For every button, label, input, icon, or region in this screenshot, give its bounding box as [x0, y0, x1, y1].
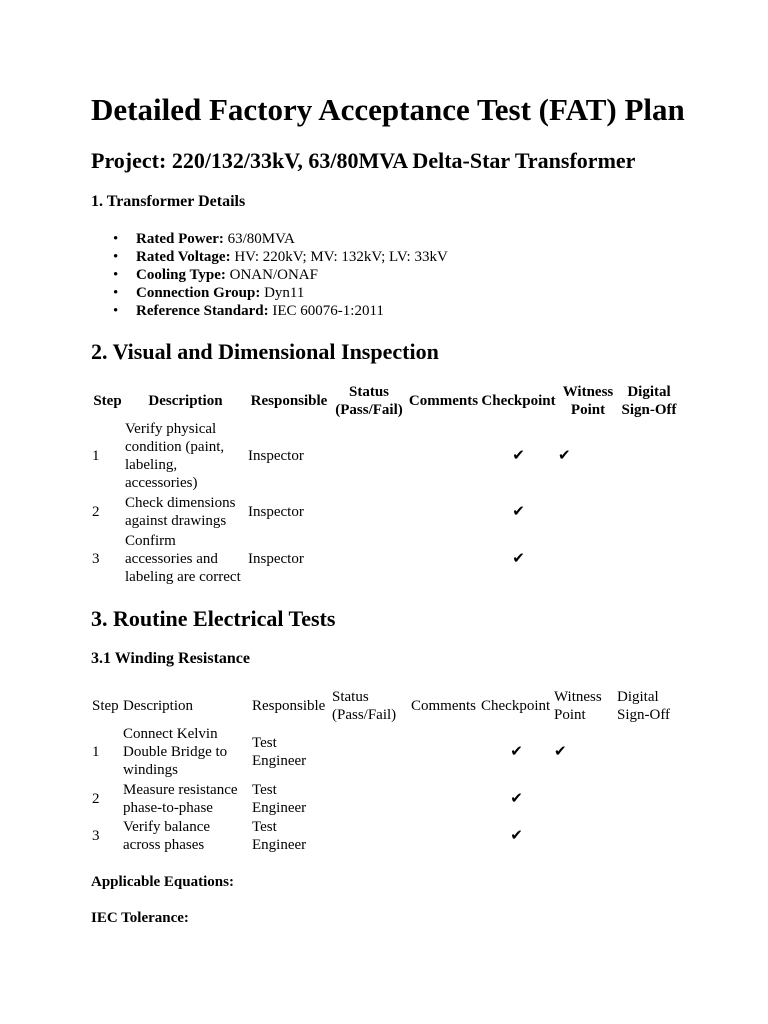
column-header: Digital Sign-Off [617, 689, 671, 723]
description-cell: Confirm accessories and labeling are correct [125, 532, 241, 585]
column-header: Checkpoint [481, 698, 551, 714]
table-row [91, 724, 676, 780]
column-header: Comments [411, 698, 477, 714]
comments-cell[interactable] [407, 419, 480, 493]
witness-check-icon: ✔ [558, 448, 571, 464]
section-heading-routine-electrical-tests: 3. Routine Electrical Tests [91, 606, 336, 631]
column-header: Digital Sign-Off [621, 384, 677, 418]
comments-cell[interactable] [407, 531, 480, 586]
detail-value: HV: 220kV; MV: 132kV; LV: 33kV [234, 249, 448, 265]
project-title: Project: 220/132/33kV, 63/80MVA Delta-Star Transformer [91, 148, 636, 173]
responsible-cell: Test Engineer [252, 819, 307, 853]
description-cell: Connect Kelvin Double Bridge to windings [123, 726, 228, 778]
detail-label: Rated Voltage: [136, 249, 231, 265]
table-header-row [91, 688, 676, 724]
table-row [91, 493, 679, 531]
checkpoint-check-icon: ✔ [510, 790, 523, 807]
step-cell: 2 [92, 790, 100, 807]
comments-cell[interactable] [410, 724, 480, 780]
detail-value: IEC 60076-1:2011 [272, 303, 384, 319]
responsible-cell: Test Engineer [252, 735, 307, 769]
responsible-cell: Inspector [248, 504, 304, 520]
list-item [91, 284, 448, 302]
status-cell[interactable] [331, 724, 410, 780]
list-item [91, 230, 448, 248]
detail-value: ONAN/ONAF [229, 267, 318, 283]
step-cell: 1 [92, 744, 100, 760]
document-title: Detailed Factory Acceptance Test (FAT) Plan [91, 92, 685, 127]
column-header: Witness Point [554, 689, 602, 723]
table-header-row [91, 383, 679, 419]
checkpoint-check-icon: ✔ [510, 744, 523, 760]
signoff-cell[interactable] [619, 493, 679, 531]
transformer-details-list [91, 230, 448, 320]
detail-value: 63/80MVA [227, 231, 295, 247]
witness-cell [553, 817, 616, 855]
status-cell[interactable] [331, 419, 407, 493]
checkpoint-check-icon: ✔ [510, 828, 523, 844]
applicable-equations-label: Applicable Equations: [91, 874, 234, 890]
list-item [91, 266, 448, 284]
status-cell[interactable] [331, 493, 407, 531]
witness-check-icon: ✔ [554, 744, 567, 760]
step-cell: 3 [92, 828, 100, 844]
step-cell: 3 [92, 550, 100, 567]
table-row [91, 531, 679, 586]
iec-tolerance-label: IEC Tolerance: [91, 910, 189, 926]
column-header: Status (Pass/Fail) [335, 384, 403, 418]
detail-label: Connection Group: [136, 285, 261, 301]
column-header: Witness Point [562, 384, 614, 418]
detail-value: Dyn11 [264, 285, 305, 301]
description-cell: Verify balance across phases [123, 819, 211, 853]
column-header: Description [148, 393, 223, 409]
witness-cell [557, 531, 619, 586]
column-header: Responsible [252, 698, 326, 714]
bullet: • [113, 249, 119, 265]
description-cell: Verify physical condition (paint, labeling, accessories) [125, 421, 225, 491]
responsible-cell: Inspector [248, 448, 304, 464]
bullet: • [113, 231, 119, 247]
checkpoint-check-icon: ✔ [512, 550, 525, 567]
signoff-cell[interactable] [619, 419, 679, 493]
signoff-cell[interactable] [616, 780, 676, 817]
responsible-cell: Test Engineer [252, 781, 307, 816]
status-cell[interactable] [331, 780, 410, 817]
column-header: Checkpoint [481, 393, 556, 409]
step-cell: 1 [92, 448, 100, 464]
bullet: • [113, 285, 119, 301]
column-header: Responsible [250, 393, 328, 409]
status-cell[interactable] [331, 817, 410, 855]
comments-cell[interactable] [410, 817, 480, 855]
detail-label: Rated Power: [136, 231, 224, 247]
responsible-cell: Inspector [248, 550, 304, 567]
detail-label: Reference Standard: [136, 303, 269, 319]
detail-label: Cooling Type: [136, 267, 226, 283]
table-row [91, 817, 676, 855]
column-header: Step [92, 698, 119, 714]
witness-cell [553, 780, 616, 817]
column-header: Step [93, 393, 122, 409]
witness-cell [557, 493, 619, 531]
list-item [91, 248, 448, 266]
bullet: • [113, 267, 119, 283]
subsection-heading-winding-resistance: 3.1 Winding Resistance [91, 650, 250, 667]
column-header: Status (Pass/Fail) [332, 689, 397, 723]
list-item [91, 302, 448, 320]
table-row [91, 419, 679, 493]
step-cell: 2 [92, 504, 100, 520]
description-cell: Check dimensions against drawings [125, 495, 236, 529]
winding-resistance-table [91, 688, 676, 855]
column-header: Description [123, 698, 193, 714]
bullet: • [113, 303, 119, 319]
checkpoint-check-icon: ✔ [512, 504, 525, 520]
section-heading-visual-inspection: 2. Visual and Dimensional Inspection [91, 339, 439, 364]
status-cell[interactable] [331, 531, 407, 586]
comments-cell[interactable] [407, 493, 480, 531]
signoff-cell[interactable] [619, 531, 679, 586]
column-header: Comments [408, 393, 479, 409]
description-cell: Measure resistance phase-to-phase [123, 781, 238, 816]
checkpoint-check-icon: ✔ [512, 448, 525, 464]
visual-inspection-table [91, 383, 679, 586]
comments-cell[interactable] [410, 780, 480, 817]
section-heading-transformer-details: 1. Transformer Details [91, 193, 246, 210]
table-row [91, 780, 676, 817]
signoff-cell[interactable] [616, 724, 676, 780]
signoff-cell[interactable] [616, 817, 676, 855]
